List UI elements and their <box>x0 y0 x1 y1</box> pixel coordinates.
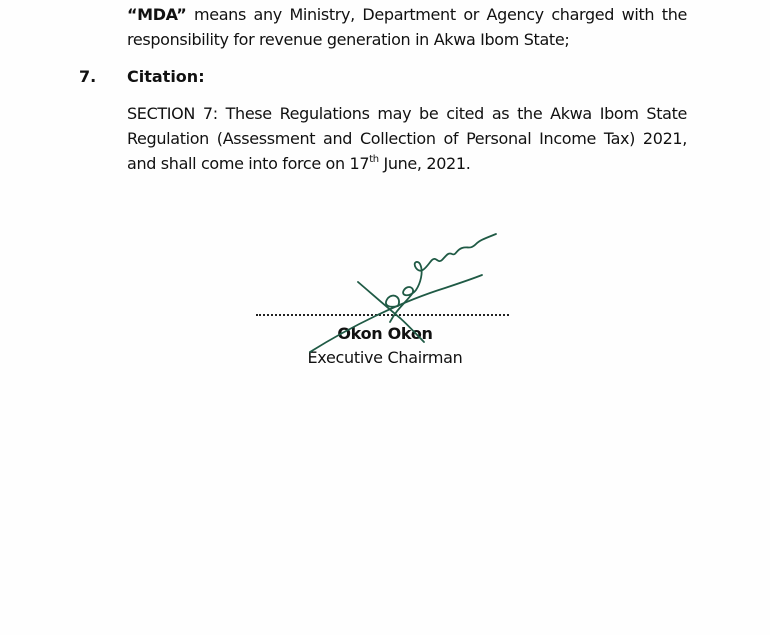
ordinal-suffix: th <box>369 154 379 165</box>
signature-block <box>240 222 530 382</box>
section-title: Citation: <box>127 67 205 86</box>
citation-line-3 <box>127 151 687 176</box>
citation-line-2: Regulation (Assessment and Collection of Personal Income Tax) 2021, <box>127 129 687 148</box>
section-number: 7. <box>79 67 97 86</box>
citation-line-3-end: June, 2021. <box>378 154 471 173</box>
signatory-title: Executive Chairman <box>307 348 463 367</box>
defined-term: “MDA” <box>127 5 187 24</box>
citation-paragraph <box>127 101 687 176</box>
citation-line-3-text: and shall come into force on 17 <box>127 154 370 173</box>
mda-definition-line-1 <box>127 2 687 27</box>
signatory-name: Okon Okon <box>337 324 433 343</box>
mda-definition-line-2: responsibility for revenue generation in Akwa Ibom State; <box>127 30 570 49</box>
definition-text: means any Ministry, Department or Agency charged with the <box>193 5 687 24</box>
mda-definition <box>127 2 687 52</box>
citation-line-1: SECTION 7: These Regulations may be cited as the Akwa Ibom State <box>127 104 687 123</box>
handwritten-signature <box>240 222 530 382</box>
